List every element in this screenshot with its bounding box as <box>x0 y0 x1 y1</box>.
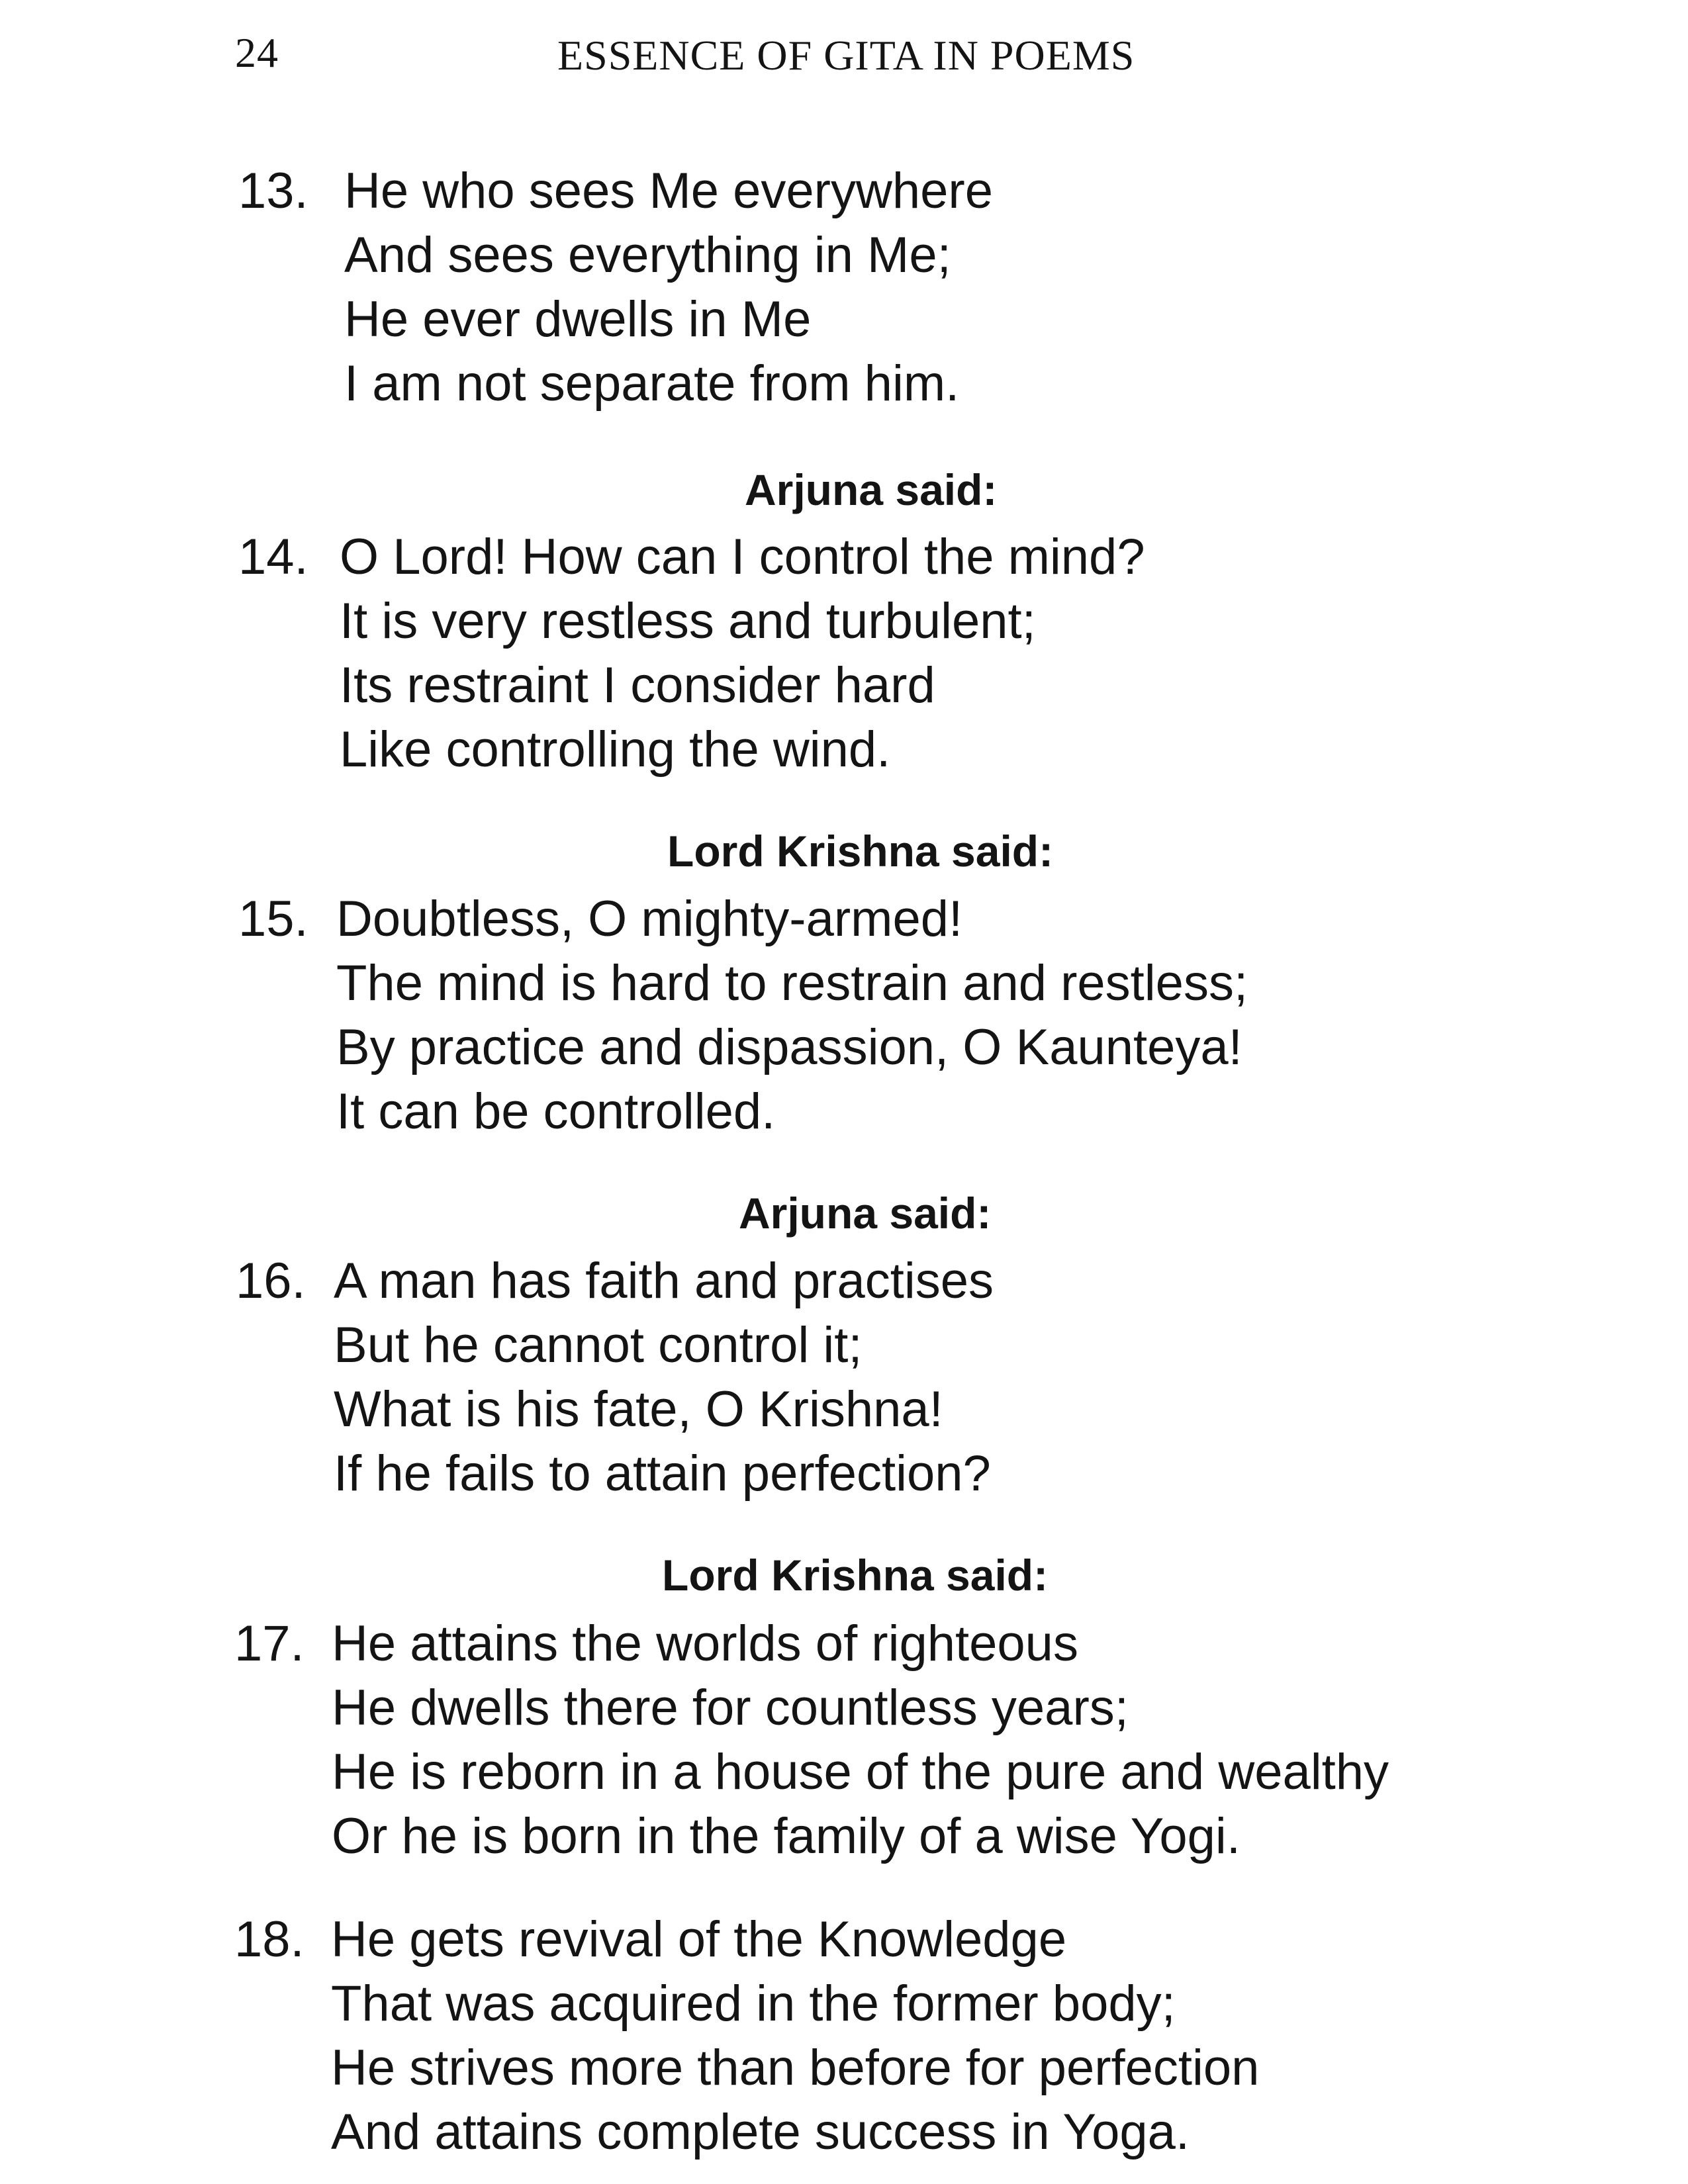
verse-line: Or he is born in the family of a wise Yogi. <box>332 1808 1241 1864</box>
verse-line: And attains complete success in Yoga. <box>331 2104 1190 2160</box>
verse-line: The mind is hard to restrain and restless; <box>336 955 1248 1011</box>
verse-line: Like controlling the wind. <box>340 721 891 778</box>
verse-number: 17. <box>234 1615 305 1672</box>
verse-line: What is his fate, O Krishna! <box>334 1381 943 1437</box>
verse-line: Its restraint I consider hard <box>340 657 935 713</box>
verse-number: 16. <box>236 1253 306 1309</box>
verse-line: A man has faith and practises <box>334 1253 994 1309</box>
page-number: 24 <box>235 29 279 76</box>
verse-line: He ever dwells in Me <box>344 291 812 347</box>
verse-number: 18. <box>234 1911 305 1968</box>
verse-line: He who sees Me everywhere <box>344 163 993 219</box>
speaker-heading: Arjuna said: <box>739 1189 992 1238</box>
verse-number: 15. <box>238 891 308 947</box>
verse-line: It is very restless and turbulent; <box>340 593 1036 649</box>
verse-line: He dwells there for countless years; <box>332 1680 1129 1736</box>
verse-line: But he cannot control it; <box>334 1317 863 1373</box>
verse-line: He is reborn in a house of the pure and wealthy <box>332 1744 1389 1800</box>
verse-line: And sees everything in Me; <box>344 227 951 283</box>
verse-number: 13. <box>238 163 308 219</box>
verse-line: By practice and dispassion, O Kaunteya! <box>336 1019 1243 1075</box>
speaker-heading: Arjuna said: <box>745 465 998 514</box>
verse-number: 14. <box>238 529 308 585</box>
verse-line: He strives more than before for perfection <box>331 2040 1260 2096</box>
verse-line: I am not separate from him. <box>344 355 960 412</box>
speaker-heading: Lord Krishna said: <box>662 1551 1049 1600</box>
verse-line: He attains the worlds of righteous <box>332 1615 1078 1672</box>
verse-line: That was acquired in the former body; <box>331 1976 1176 2032</box>
speaker-heading: Lord Krishna said: <box>667 827 1054 876</box>
verse-line: He gets revival of the Knowledge <box>331 1911 1067 1968</box>
verse-line: Doubtless, O mighty-armed! <box>336 891 963 947</box>
verse-line: If he fails to attain perfection? <box>334 1445 991 1502</box>
running-title: ESSENCE OF GITA IN POEMS <box>557 32 1135 79</box>
verse-line: It can be controlled. <box>336 1083 776 1140</box>
verse-line: O Lord! How can I control the mind? <box>340 529 1145 585</box>
